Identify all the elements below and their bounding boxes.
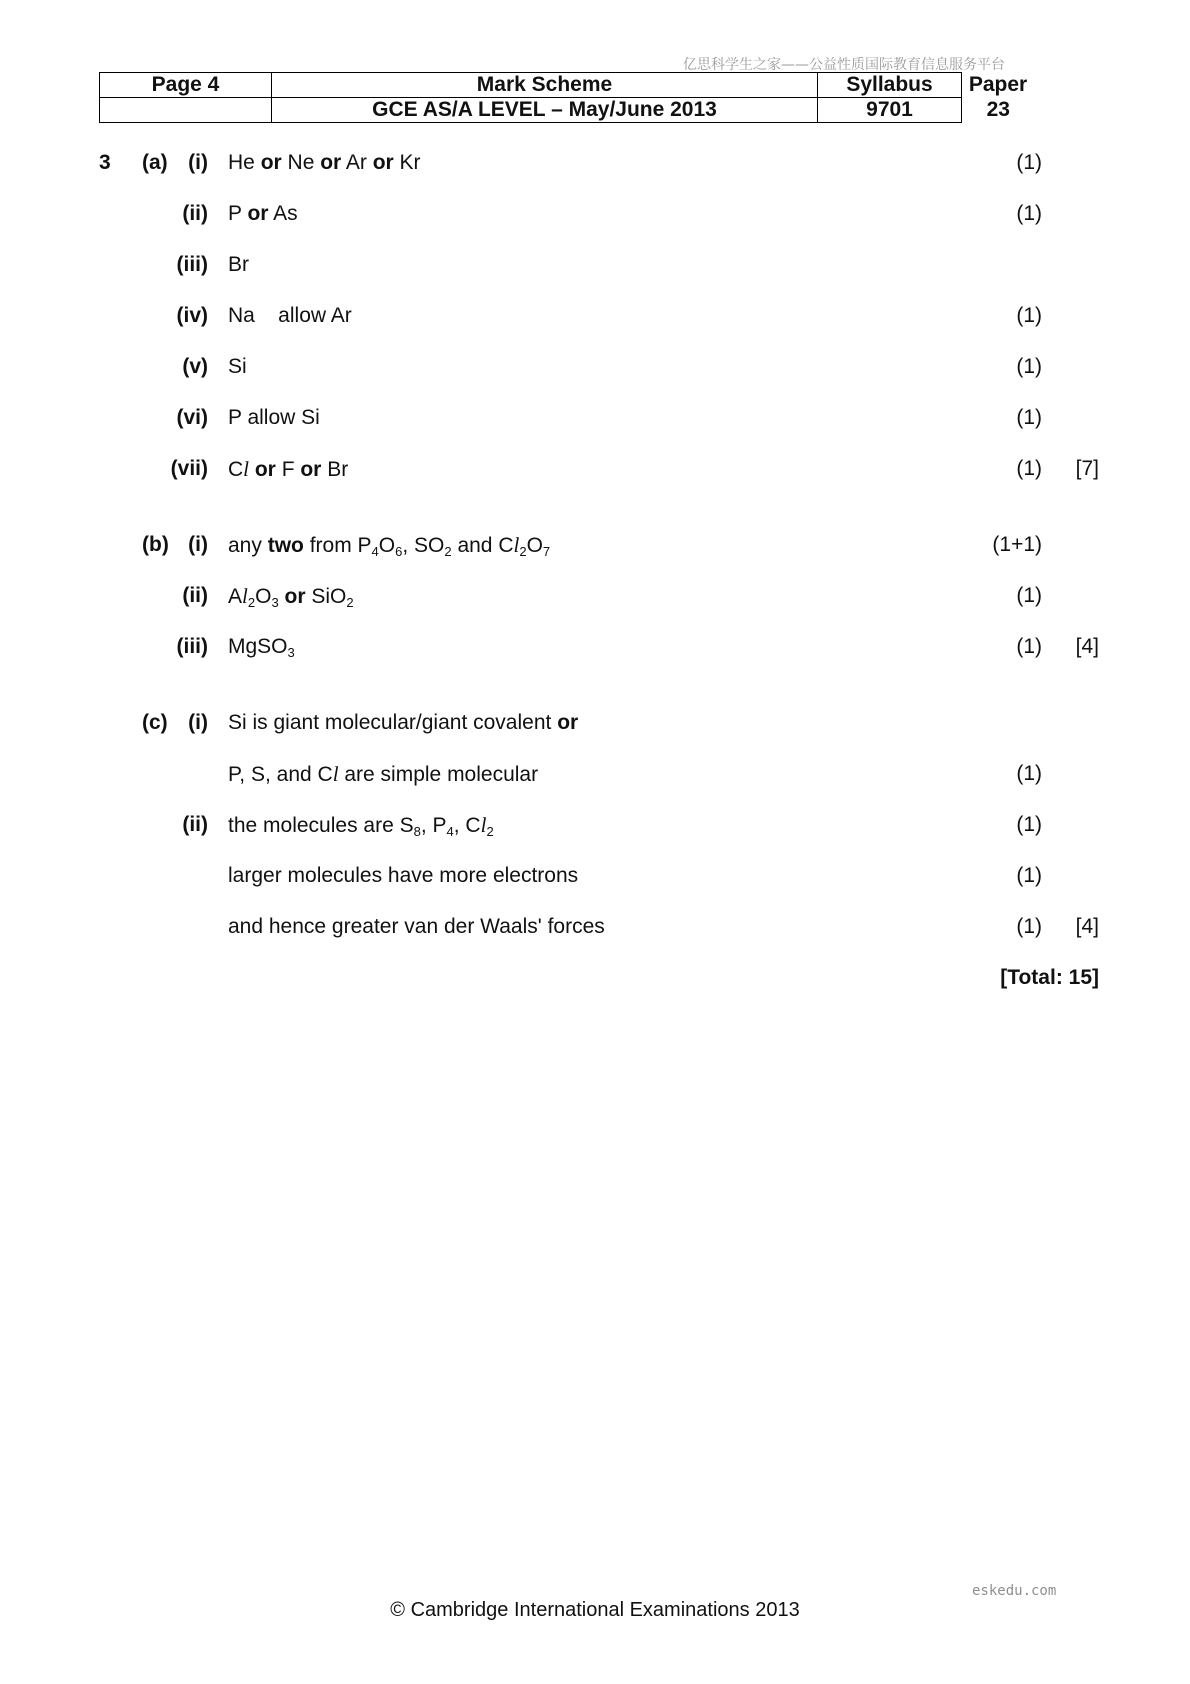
mark: (1) (1016, 635, 1042, 658)
answer-text: MgSO$_3$ (228, 635, 295, 660)
subpart-label: (ii) (182, 202, 208, 225)
grand-total: [Total: 15] (1000, 966, 1099, 989)
mark: (1) (1016, 813, 1042, 836)
part-total: [4] (1075, 635, 1099, 658)
mark: (1) (1016, 406, 1042, 429)
question-number: 3 (99, 151, 111, 174)
header-table (99, 72, 1035, 123)
page-number: Page 4 (100, 73, 272, 98)
part-label-c: (c) (142, 711, 168, 734)
paper-label: Paper (968, 73, 1028, 96)
subpart-label: (i) (188, 711, 208, 734)
answer-text (228, 708, 578, 738)
paper-number: 23 (986, 98, 1010, 121)
mark: (1) (1016, 762, 1042, 785)
or-keyword: or (557, 711, 579, 734)
syllabus-code: 9701 (818, 98, 962, 123)
mark: (1) (1016, 304, 1042, 327)
mark: (1) (1016, 151, 1042, 174)
answer-text: Br (228, 253, 249, 276)
subpart-label: (i) (188, 533, 208, 556)
subpart-label: (iii) (176, 635, 208, 658)
mark: (1) (1016, 584, 1042, 607)
header-empty-cell (100, 98, 272, 123)
mark: (1) (1016, 457, 1042, 480)
part-total: [4] (1075, 915, 1099, 938)
mark: (1) (1016, 864, 1042, 887)
subpart-label: (iii) (176, 253, 208, 276)
answer-text: Si (228, 355, 247, 378)
answer-text: P, S, and Cl are simple molecular (228, 762, 539, 786)
part-label-a: (a) (142, 151, 168, 174)
subpart-label: (ii) (182, 584, 208, 607)
mark: (1) (1016, 202, 1042, 225)
answer-text-part: Si is giant molecular/giant covalent (228, 711, 552, 734)
subpart-label: (i) (188, 151, 208, 174)
subpart-label: (iv) (176, 304, 208, 327)
subpart-label: (vi) (176, 406, 208, 429)
answer-text: Na allow Ar (228, 304, 352, 327)
mark: (1) (1016, 355, 1042, 378)
answer-text: the molecules are $S_8$, $P_4$, $Cl_2$ (228, 813, 494, 839)
answer-text: and hence greater van der Waals' forces (228, 915, 605, 938)
answer-text: He or Ne or Ar or Kr (228, 151, 421, 174)
answer-text: P allow Si (228, 406, 320, 429)
answer-text: P or As (228, 202, 298, 225)
exam-session: GCE AS/A LEVEL – May/June 2013 (272, 98, 818, 123)
subpart-label: (v) (182, 355, 208, 378)
copyright-footer: © Cambridge International Examinations 2013 (390, 1599, 800, 1621)
answer-text: $Al_2O_3$ or SiO$_2$ (228, 584, 354, 610)
answer-text: any two from $P_4O_6$, $SO_2$ and $Cl_2O_7$ (228, 533, 551, 559)
subpart-label: (vii) (170, 457, 208, 480)
mark: (1) (1016, 915, 1042, 938)
answer-text: larger molecules have more electrons (228, 864, 579, 887)
syllabus-label: Syllabus (818, 73, 962, 98)
subpart-label: (ii) (182, 813, 208, 836)
watermark-bottom: eskedu.com (972, 1583, 1057, 1599)
document-title: Mark Scheme (272, 73, 818, 98)
answer-text: Cl or F or Br (228, 457, 349, 481)
part-label-b: (b) (142, 533, 169, 556)
mark: (1+1) (992, 533, 1042, 556)
part-total: [7] (1075, 457, 1099, 480)
watermark-top: 亿思科学生之家——公益性质国际教育信息服务平台 (683, 57, 1005, 73)
